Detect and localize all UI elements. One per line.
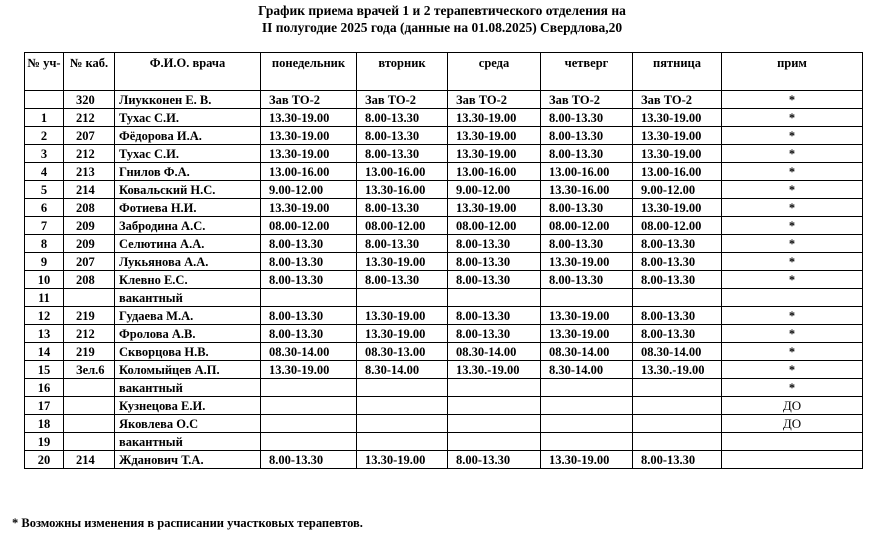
cell-friday: 13.00-16.00 <box>633 163 722 181</box>
cell-wednesday: 8.00-13.30 <box>448 235 541 253</box>
cell-wednesday: 8.00-13.30 <box>448 325 541 343</box>
cell-note: * <box>722 307 863 325</box>
cell-fio: Ковальский Н.С. <box>115 181 261 199</box>
cell-kab: 219 <box>64 307 115 325</box>
cell-thursday <box>541 415 633 433</box>
cell-monday: 9.00-12.00 <box>261 181 357 199</box>
table-row <box>25 271 863 289</box>
cell-note <box>722 289 863 307</box>
cell-tuesday <box>357 397 448 415</box>
cell-friday: 13.30-19.00 <box>633 109 722 127</box>
header-friday: пятница <box>633 53 722 91</box>
table-row <box>25 235 863 253</box>
cell-uch: 10 <box>25 271 64 289</box>
cell-note: * <box>722 217 863 235</box>
cell-uch: 18 <box>25 415 64 433</box>
cell-fio: Тухас С.И. <box>115 145 261 163</box>
cell-kab: 207 <box>64 253 115 271</box>
cell-wednesday: 08.00-12.00 <box>448 217 541 235</box>
cell-monday: 8.00-13.30 <box>261 325 357 343</box>
cell-friday <box>633 379 722 397</box>
cell-fio: Клевно Е.С. <box>115 271 261 289</box>
cell-uch: 5 <box>25 181 64 199</box>
cell-uch: 19 <box>25 433 64 451</box>
cell-monday: 13.30-19.00 <box>261 109 357 127</box>
cell-uch: 11 <box>25 289 64 307</box>
cell-tuesday: 13.30-19.00 <box>357 451 448 469</box>
cell-fio: Фёдорова И.А. <box>115 127 261 145</box>
cell-tuesday: 13.30-19.00 <box>357 325 448 343</box>
cell-kab: 208 <box>64 271 115 289</box>
cell-fio: вакантный <box>115 379 261 397</box>
cell-thursday: 13.30-19.00 <box>541 253 633 271</box>
cell-friday: 8.00-13.30 <box>633 271 722 289</box>
cell-kab: 209 <box>64 217 115 235</box>
cell-friday <box>633 289 722 307</box>
cell-kab: 212 <box>64 109 115 127</box>
cell-kab: 208 <box>64 199 115 217</box>
cell-tuesday: 08.30-13.00 <box>357 343 448 361</box>
table-row <box>25 199 863 217</box>
cell-thursday: 8.00-13.30 <box>541 127 633 145</box>
cell-tuesday: 8.00-13.30 <box>357 127 448 145</box>
cell-monday: 13.00-16.00 <box>261 163 357 181</box>
cell-friday: 08.00-12.00 <box>633 217 722 235</box>
cell-monday: Зав ТО-2 <box>261 91 357 109</box>
cell-monday: 8.00-13.30 <box>261 253 357 271</box>
cell-tuesday: 8.00-13.30 <box>357 271 448 289</box>
cell-fio: Гудаева М.А. <box>115 307 261 325</box>
cell-monday: 13.30-19.00 <box>261 127 357 145</box>
title-line-1: График приема врачей 1 и 2 терапевтического отделения на <box>258 3 626 18</box>
cell-wednesday <box>448 379 541 397</box>
cell-thursday: 08.00-12.00 <box>541 217 633 235</box>
cell-note: * <box>722 361 863 379</box>
cell-kab: 213 <box>64 163 115 181</box>
header-tuesday: вторник <box>357 53 448 91</box>
header-fio: Ф.И.О. врача <box>115 53 261 91</box>
table-row <box>25 307 863 325</box>
cell-tuesday: 8.30-14.00 <box>357 361 448 379</box>
cell-thursday <box>541 379 633 397</box>
cell-note: * <box>722 91 863 109</box>
header-row <box>25 53 863 91</box>
cell-kab: 214 <box>64 451 115 469</box>
cell-thursday <box>541 289 633 307</box>
cell-tuesday: 13.30-19.00 <box>357 253 448 271</box>
cell-monday: 08.00-12.00 <box>261 217 357 235</box>
cell-friday <box>633 433 722 451</box>
cell-kab: 214 <box>64 181 115 199</box>
table-row <box>25 217 863 235</box>
cell-friday <box>633 397 722 415</box>
cell-uch: 4 <box>25 163 64 181</box>
cell-fio: вакантный <box>115 289 261 307</box>
header-wednesday: среда <box>448 53 541 91</box>
cell-friday <box>633 415 722 433</box>
table-row <box>25 397 863 415</box>
cell-friday: 08.30-14.00 <box>633 343 722 361</box>
cell-kab: 212 <box>64 145 115 163</box>
cell-fio: Скворцова Н.В. <box>115 343 261 361</box>
cell-uch <box>25 91 64 109</box>
cell-friday: 13.30-19.00 <box>633 145 722 163</box>
cell-wednesday: 13.30-19.00 <box>448 199 541 217</box>
cell-wednesday: 08.30-14.00 <box>448 343 541 361</box>
cell-thursday: 8.00-13.30 <box>541 199 633 217</box>
cell-tuesday: 8.00-13.30 <box>357 235 448 253</box>
schedule-table <box>24 52 863 469</box>
cell-kab: 212 <box>64 325 115 343</box>
cell-friday: 8.00-13.30 <box>633 451 722 469</box>
cell-monday: 8.00-13.30 <box>261 271 357 289</box>
cell-tuesday: 13.00-16.00 <box>357 163 448 181</box>
cell-note: * <box>722 343 863 361</box>
cell-uch: 3 <box>25 145 64 163</box>
cell-monday: 8.00-13.30 <box>261 451 357 469</box>
cell-fio: Гнилов Ф.А. <box>115 163 261 181</box>
cell-friday: 8.00-13.30 <box>633 253 722 271</box>
cell-tuesday: 8.00-13.30 <box>357 109 448 127</box>
cell-fio: Жданович Т.А. <box>115 451 261 469</box>
table-row <box>25 253 863 271</box>
cell-monday <box>261 397 357 415</box>
cell-thursday: 8.00-13.30 <box>541 235 633 253</box>
cell-wednesday: 8.00-13.30 <box>448 451 541 469</box>
cell-fio: Яковлева О.С <box>115 415 261 433</box>
cell-uch: 2 <box>25 127 64 145</box>
cell-wednesday: 9.00-12.00 <box>448 181 541 199</box>
cell-kab: 209 <box>64 235 115 253</box>
cell-thursday <box>541 433 633 451</box>
cell-tuesday <box>357 379 448 397</box>
title-line-2: II полугодие 2025 года (данные на 01.08.2025) Свердлова,20 <box>261 20 623 35</box>
cell-note: * <box>722 109 863 127</box>
schedule-body <box>25 91 863 469</box>
cell-kab: 207 <box>64 127 115 145</box>
table-row <box>25 181 863 199</box>
header-uch: № уч- <box>25 53 64 91</box>
cell-uch: 14 <box>25 343 64 361</box>
cell-uch: 9 <box>25 253 64 271</box>
table-row <box>25 163 863 181</box>
cell-kab <box>64 415 115 433</box>
cell-friday: 8.00-13.30 <box>633 325 722 343</box>
cell-note: * <box>722 199 863 217</box>
cell-wednesday: 8.00-13.30 <box>448 307 541 325</box>
cell-monday: 8.00-13.30 <box>261 307 357 325</box>
cell-uch: 6 <box>25 199 64 217</box>
cell-tuesday: Зав ТО-2 <box>357 91 448 109</box>
cell-fio: Фролова А.В. <box>115 325 261 343</box>
cell-thursday: 8.00-13.30 <box>541 271 633 289</box>
cell-note: * <box>722 181 863 199</box>
cell-monday <box>261 289 357 307</box>
cell-note: * <box>722 379 863 397</box>
cell-monday <box>261 379 357 397</box>
cell-fio: Селютина А.А. <box>115 235 261 253</box>
cell-thursday: 8.30-14.00 <box>541 361 633 379</box>
cell-tuesday: 13.30-19.00 <box>357 307 448 325</box>
table-row <box>25 343 863 361</box>
cell-monday: 13.30-19.00 <box>261 199 357 217</box>
cell-monday: 13.30-19.00 <box>261 145 357 163</box>
cell-fio: Лиукконен Е. В. <box>115 91 261 109</box>
cell-uch: 7 <box>25 217 64 235</box>
cell-uch: 20 <box>25 451 64 469</box>
cell-wednesday <box>448 289 541 307</box>
header-monday: понедельник <box>261 53 357 91</box>
cell-note: * <box>722 235 863 253</box>
cell-wednesday <box>448 415 541 433</box>
cell-kab <box>64 289 115 307</box>
cell-friday: 8.00-13.30 <box>633 307 722 325</box>
table-row <box>25 433 863 451</box>
cell-monday <box>261 415 357 433</box>
table-row <box>25 109 863 127</box>
cell-fio: Кузнецова Е.И. <box>115 397 261 415</box>
cell-tuesday: 8.00-13.30 <box>357 199 448 217</box>
cell-uch: 13 <box>25 325 64 343</box>
cell-kab: 320 <box>64 91 115 109</box>
cell-fio: Фотиева Н.И. <box>115 199 261 217</box>
cell-note: * <box>722 163 863 181</box>
cell-friday: 13.30.-19.00 <box>633 361 722 379</box>
cell-wednesday: 13.30-19.00 <box>448 145 541 163</box>
cell-wednesday: 13.00-16.00 <box>448 163 541 181</box>
cell-thursday: 13.30-19.00 <box>541 325 633 343</box>
cell-thursday: 08.30-14.00 <box>541 343 633 361</box>
cell-uch: 15 <box>25 361 64 379</box>
table-row <box>25 91 863 109</box>
cell-tuesday: 13.30-16.00 <box>357 181 448 199</box>
cell-note <box>722 433 863 451</box>
cell-kab <box>64 379 115 397</box>
header-thursday: четверг <box>541 53 633 91</box>
cell-friday: Зав ТО-2 <box>633 91 722 109</box>
cell-thursday: 13.30-19.00 <box>541 451 633 469</box>
document-title <box>0 2 884 36</box>
cell-tuesday <box>357 415 448 433</box>
cell-fio: Лукьянова А.А. <box>115 253 261 271</box>
cell-thursday: 8.00-13.30 <box>541 145 633 163</box>
cell-wednesday: 8.00-13.30 <box>448 271 541 289</box>
cell-wednesday: 13.30.-19.00 <box>448 361 541 379</box>
cell-wednesday <box>448 397 541 415</box>
cell-monday <box>261 433 357 451</box>
cell-wednesday <box>448 433 541 451</box>
table-row <box>25 361 863 379</box>
table-row <box>25 325 863 343</box>
cell-uch: 12 <box>25 307 64 325</box>
cell-thursday: 13.30-16.00 <box>541 181 633 199</box>
table-row <box>25 415 863 433</box>
cell-thursday <box>541 397 633 415</box>
table-row <box>25 127 863 145</box>
cell-fio: Забродина А.С. <box>115 217 261 235</box>
cell-tuesday <box>357 289 448 307</box>
cell-thursday: 13.30-19.00 <box>541 307 633 325</box>
cell-note: * <box>722 271 863 289</box>
cell-note: ДО <box>722 415 863 433</box>
cell-uch: 16 <box>25 379 64 397</box>
table-row <box>25 451 863 469</box>
cell-monday: 08.30-14.00 <box>261 343 357 361</box>
cell-thursday: 13.00-16.00 <box>541 163 633 181</box>
cell-uch: 17 <box>25 397 64 415</box>
table-row <box>25 379 863 397</box>
table-row <box>25 145 863 163</box>
cell-fio: вакантный <box>115 433 261 451</box>
cell-note: * <box>722 127 863 145</box>
cell-monday: 8.00-13.30 <box>261 235 357 253</box>
cell-monday: 13.30-19.00 <box>261 361 357 379</box>
cell-wednesday: 13.30-19.00 <box>448 109 541 127</box>
cell-tuesday: 8.00-13.30 <box>357 145 448 163</box>
cell-friday: 13.30-19.00 <box>633 199 722 217</box>
cell-tuesday: 08.00-12.00 <box>357 217 448 235</box>
cell-wednesday: 8.00-13.30 <box>448 253 541 271</box>
cell-note: * <box>722 253 863 271</box>
cell-uch: 1 <box>25 109 64 127</box>
cell-wednesday: 13.30-19.00 <box>448 127 541 145</box>
header-kab: № каб. <box>64 53 115 91</box>
header-note: прим <box>722 53 863 91</box>
table-row <box>25 289 863 307</box>
cell-friday: 13.30-19.00 <box>633 127 722 145</box>
cell-fio: Тухас С.И. <box>115 109 261 127</box>
cell-thursday: Зав ТО-2 <box>541 91 633 109</box>
cell-note: * <box>722 325 863 343</box>
cell-note: ДО <box>722 397 863 415</box>
cell-wednesday: Зав ТО-2 <box>448 91 541 109</box>
cell-kab <box>64 397 115 415</box>
cell-friday: 9.00-12.00 <box>633 181 722 199</box>
cell-fio: Коломыйцев А.П. <box>115 361 261 379</box>
cell-kab: Зел.6 <box>64 361 115 379</box>
cell-thursday: 8.00-13.30 <box>541 109 633 127</box>
cell-friday: 8.00-13.30 <box>633 235 722 253</box>
cell-note: * <box>722 145 863 163</box>
cell-uch: 8 <box>25 235 64 253</box>
cell-kab <box>64 433 115 451</box>
cell-note <box>722 451 863 469</box>
footnote: * Возможны изменения в расписании участковых терапевтов. <box>12 516 363 530</box>
cell-tuesday <box>357 433 448 451</box>
cell-kab: 219 <box>64 343 115 361</box>
